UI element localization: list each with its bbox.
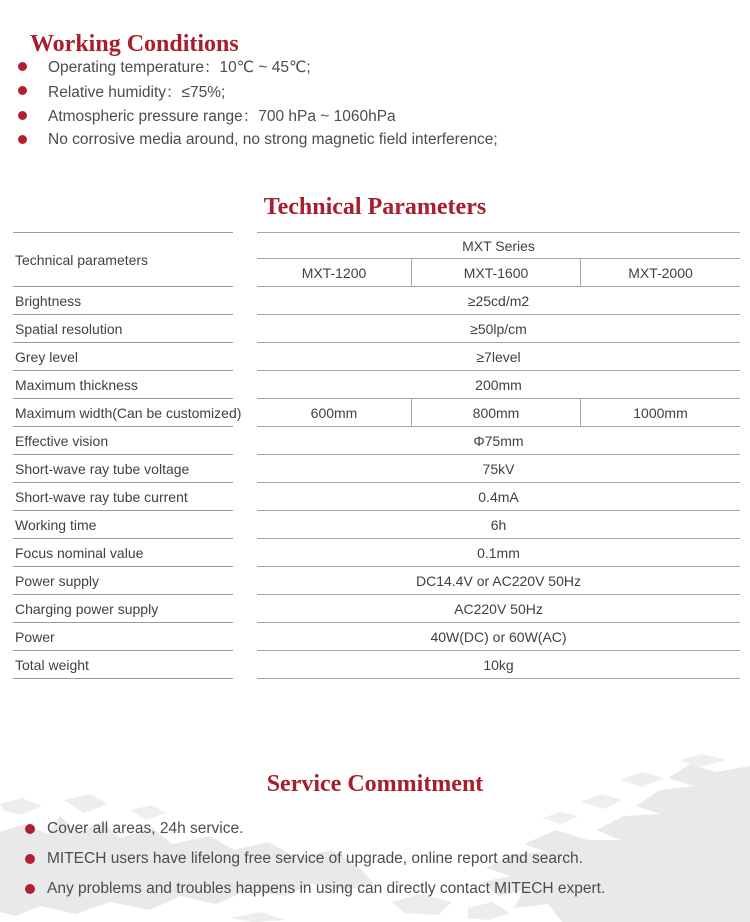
list-item-text: Relative humidity：≤75%; xyxy=(48,83,226,101)
table-gap xyxy=(233,232,257,287)
table-row xyxy=(13,287,740,315)
working-conditions-list xyxy=(18,54,498,152)
table-row xyxy=(13,371,740,399)
series-header: MXT Series xyxy=(257,232,740,259)
table-header-row xyxy=(13,232,740,287)
row-value: 75kV xyxy=(257,455,740,483)
table-row xyxy=(13,623,740,651)
table-row xyxy=(13,343,740,371)
model-header-row xyxy=(257,259,740,287)
bullet-icon xyxy=(25,854,35,864)
row-label: Maximum width(Can be customized) xyxy=(13,399,233,427)
table-row xyxy=(13,427,740,455)
bullet-icon xyxy=(25,884,35,894)
model-header: MXT-1600 xyxy=(411,259,580,287)
table-row xyxy=(13,595,740,623)
table-row xyxy=(13,651,740,679)
row-value: 1000mm xyxy=(580,399,740,427)
row-label: Charging power supply xyxy=(13,595,233,623)
table-row xyxy=(13,567,740,595)
row-value: 600mm xyxy=(257,399,411,427)
row-label: Working time xyxy=(13,511,233,539)
row-value: 10kg xyxy=(257,651,740,679)
row-label: Maximum thickness xyxy=(13,371,233,399)
row-value: DC14.4V or AC220V 50Hz xyxy=(257,567,740,595)
service-commitment-title: Service Commitment xyxy=(266,770,484,797)
row-value: ≥25cd/m2 xyxy=(257,287,740,315)
model-header: MXT-1200 xyxy=(257,259,411,287)
list-item-text: Atmospheric pressure range：700 hPa ~ 1060hPa xyxy=(48,108,396,126)
spec-table xyxy=(13,232,740,679)
row-value: 0.1mm xyxy=(257,539,740,567)
list-item-text: Any problems and troubles happens in using can directly contact MITECH expert. xyxy=(47,880,606,897)
row-label: Brightness xyxy=(13,287,233,315)
row-label: Focus nominal value xyxy=(13,539,233,567)
list-item-text: Cover all areas, 24h service. xyxy=(47,820,244,837)
row-value: Φ75mm xyxy=(257,427,740,455)
row-label: Short-wave ray tube voltage xyxy=(13,455,233,483)
row-label: Total weight xyxy=(13,651,233,679)
row-label: Spatial resolution xyxy=(13,315,233,343)
technical-parameters-title: Technical Parameters xyxy=(263,193,487,220)
table-row xyxy=(13,455,740,483)
row-value: 40W(DC) or 60W(AC) xyxy=(257,623,740,651)
row-label: Grey level xyxy=(13,343,233,371)
table-row xyxy=(13,483,740,511)
table-series-header-area xyxy=(257,232,740,287)
table-row xyxy=(13,511,740,539)
list-item-text: MITECH users have lifelong free service of upgrade, online report and search. xyxy=(47,850,583,867)
table-row xyxy=(13,399,740,427)
list-item xyxy=(25,874,605,904)
row-value: 6h xyxy=(257,511,740,539)
list-item xyxy=(18,103,498,128)
list-item xyxy=(25,844,605,874)
row-value: ≥50lp/cm xyxy=(257,315,740,343)
list-item xyxy=(18,128,498,153)
row-value: 200mm xyxy=(257,371,740,399)
bullet-icon xyxy=(18,111,27,120)
row-value: AC220V 50Hz xyxy=(257,595,740,623)
row-label: Short-wave ray tube current xyxy=(13,483,233,511)
bullet-icon xyxy=(18,135,27,144)
table-row xyxy=(13,539,740,567)
table-corner-header: Technical parameters xyxy=(13,232,233,287)
row-label: Power supply xyxy=(13,567,233,595)
list-item xyxy=(18,79,498,104)
row-value: ≥7level xyxy=(257,343,740,371)
row-label: Power xyxy=(13,623,233,651)
working-conditions-title: Working Conditions xyxy=(30,30,239,57)
row-value: 0.4mA xyxy=(257,483,740,511)
list-item xyxy=(25,814,605,844)
model-header: MXT-2000 xyxy=(580,259,740,287)
bullet-icon xyxy=(18,86,27,95)
row-label: Effective vision xyxy=(13,427,233,455)
row-values xyxy=(257,399,740,427)
table-row xyxy=(13,315,740,343)
bullet-icon xyxy=(18,62,27,71)
list-item xyxy=(18,54,498,79)
service-commitment-list xyxy=(25,814,605,904)
bullet-icon xyxy=(25,824,35,834)
row-value: 800mm xyxy=(411,399,580,427)
list-item-text: No corrosive media around, no strong magnetic field interference; xyxy=(48,130,498,148)
list-item-text: Operating temperature：10℃ ~ 45℃; xyxy=(48,59,311,77)
